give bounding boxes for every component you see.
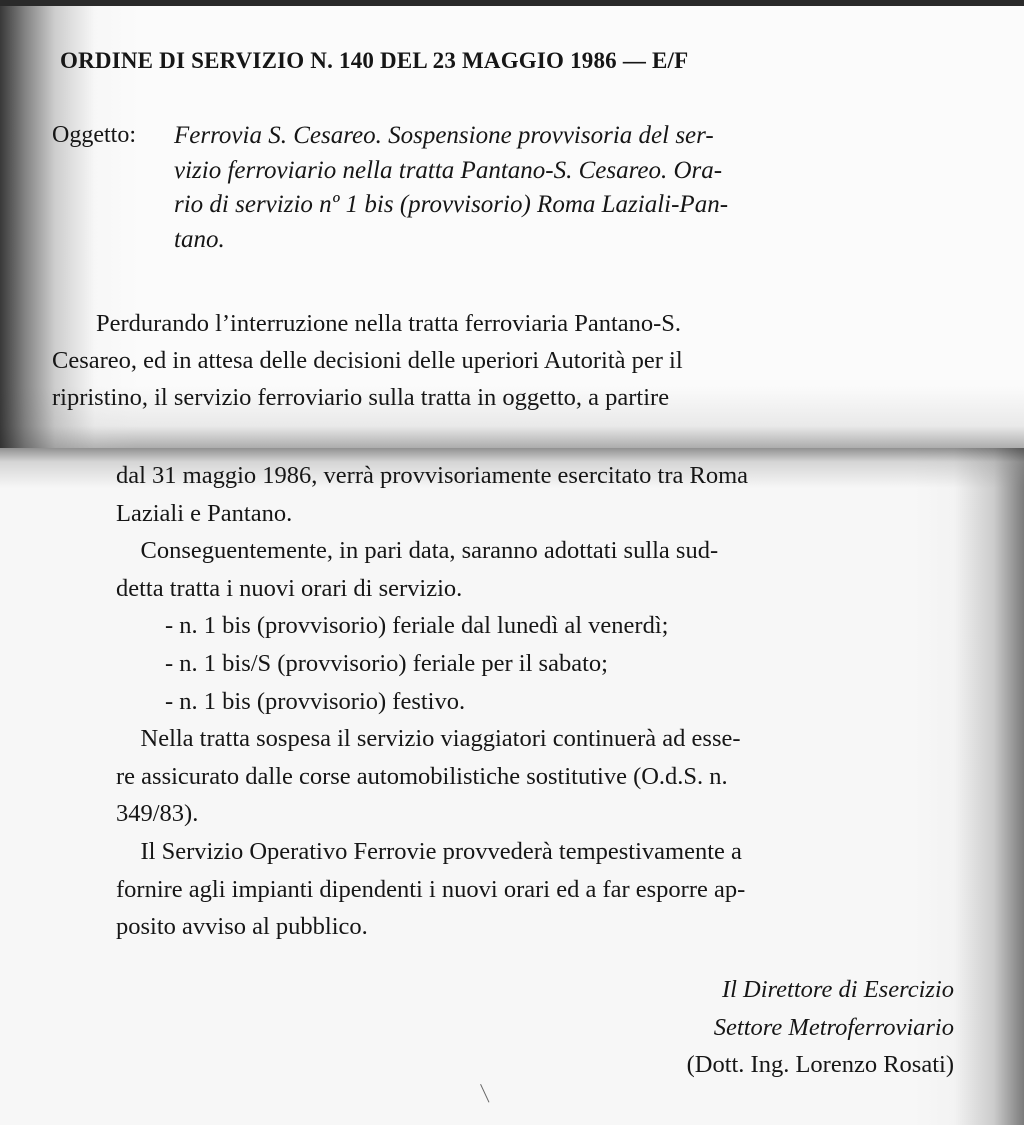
- body-line: detta tratta i nuovi orari di servizio.: [116, 574, 463, 602]
- body-line: Il Servizio Operativo Ferrovie provvederà tempestivamente a: [116, 837, 742, 865]
- body-paragraph-top: [52, 310, 683, 421]
- body-line: fornire agli impianti dipendenti i nuovi orari ed a far esporre ap-: [116, 875, 746, 903]
- body-line: dal 31 maggio 1986, verrà provvisoriamente esercitato tra Roma: [116, 462, 749, 489]
- body-line: Perdurando l’interruzione nella tratta ferroviaria Pantano-S.: [96, 310, 682, 337]
- body-line: ripristino, il servizio ferroviario sulla tratta in oggetto, a partire: [52, 384, 670, 411]
- subject-line: tano.: [174, 225, 225, 253]
- signature-name: (Dott. Ing. Lorenzo Rosati): [686, 1051, 954, 1078]
- subject-label: Oggetto:: [52, 122, 136, 148]
- signature-role: Il Direttore di Esercizio: [721, 976, 954, 1003]
- body-line: Nella tratta sospesa il servizio viaggiatori continuerà ad esse-: [116, 725, 741, 753]
- body-line: Conseguentemente, in pari data, saranno adottati sulla sud-: [116, 537, 719, 565]
- list-item: - n. 1 bis/S (provvisorio) feriale per il sabato;: [116, 649, 608, 677]
- page-upper-part: [0, 6, 1024, 448]
- subject-line: Ferrovia S. Cesareo. Sospensione provvisoria del ser-: [174, 122, 714, 149]
- list-item: - n. 1 bis (provvisorio) feriale dal lunedì al venerdì;: [116, 612, 669, 640]
- subject-line: rio di servizio nº 1 bis (provvisorio) Roma Laziali-Pan-: [174, 191, 729, 218]
- body-line: Laziali e Pantano.: [116, 499, 293, 527]
- body-line: Cesareo, ed in attesa delle decisioni delle uperiori Autorità per il: [52, 347, 683, 374]
- subject-text: [174, 122, 728, 260]
- signature-department: Settore Metroferroviario: [713, 1013, 954, 1041]
- signature-block: [687, 976, 954, 1089]
- body-line: re assicurato dalle corse automobilistiche sostitutive (O.d.S. n.: [116, 762, 728, 790]
- document-title: ORDINE DI SERVIZIO N. 140 DEL 23 MAGGIO 1986 — E/F: [60, 48, 689, 73]
- body-line: posito avviso al pubblico.: [116, 913, 368, 941]
- list-item: - n. 1 bis (provvisorio) festivo.: [116, 687, 466, 715]
- body-paragraph-bottom: [116, 462, 748, 951]
- subject-line: vizio ferroviario nella tratta Pantano-S. Cesareo. Ora-: [174, 156, 723, 184]
- body-line: 349/83).: [116, 800, 199, 828]
